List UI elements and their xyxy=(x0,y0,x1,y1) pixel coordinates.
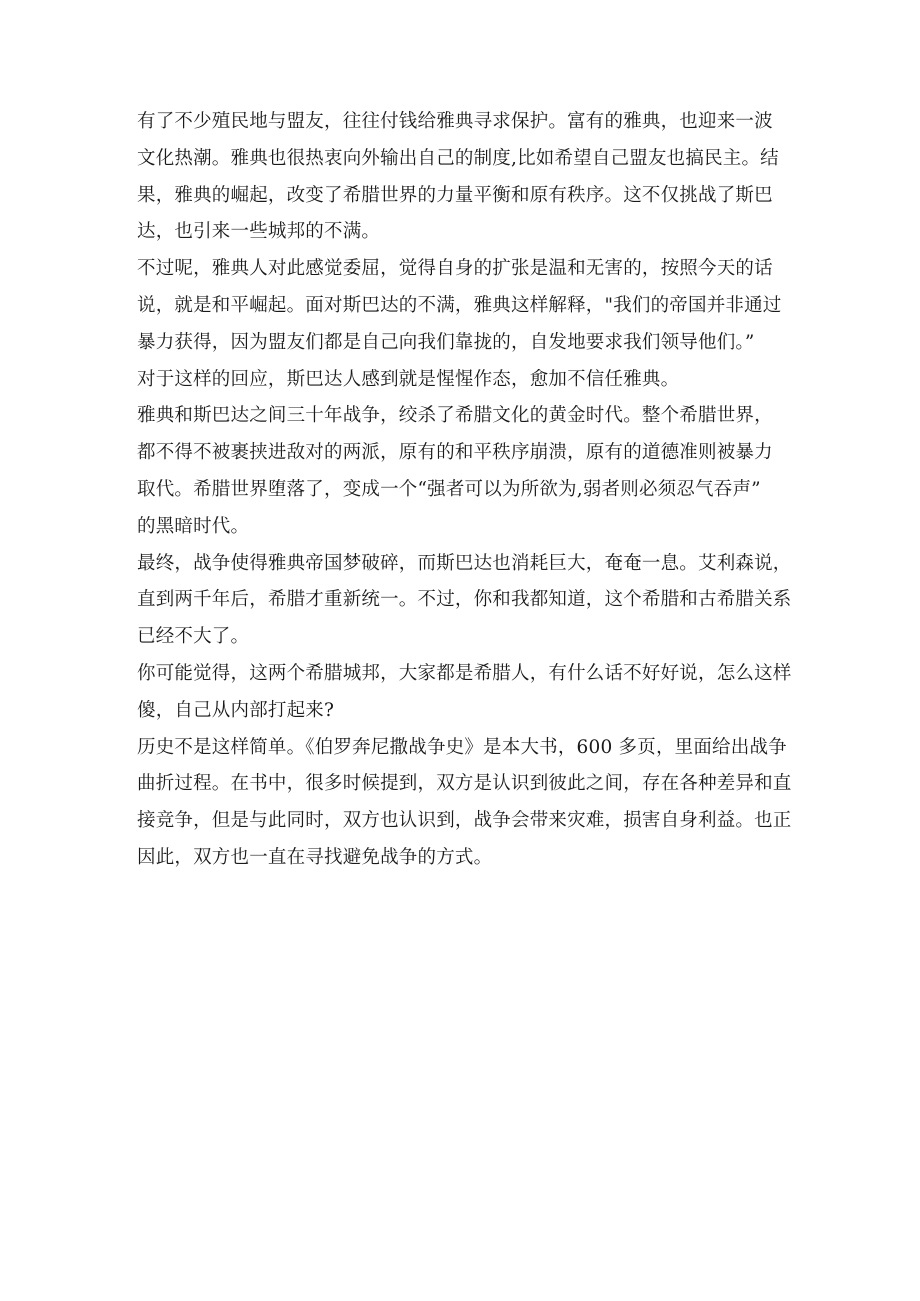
text-line: 傻，自己从内部打起来? xyxy=(137,699,335,721)
text-line: 暴力获得，因为盟友们都是自己向我们靠拢的，自发地要求我们领导他们。” xyxy=(137,331,755,353)
text-line: 文化热潮。雅典也很热衷向外输出自己的制度,比如希望自己盟友也搞民主。结 xyxy=(137,147,779,169)
body-text xyxy=(137,104,797,877)
text-line: 历史不是这样简单。《伯罗奔尼撒战争史》是本大书，600 多页，里面给出战争 xyxy=(137,736,787,758)
text-line: 的黑暗时代。 xyxy=(137,515,250,537)
text-line: 果，雅典的崛起，改变了希腊世界的力量平衡和原有秩序。这不仅挑战了斯巴 xyxy=(137,184,773,206)
text-line: 说，就是和平崛起。面对斯巴达的不满，雅典这样解释，"我们的帝国并非通过 xyxy=(137,294,782,316)
text-line: 最终，战争使得雅典帝国梦破碎，而斯巴达也消耗巨大，奄奄一息。艾利森说， xyxy=(137,552,792,574)
text-line: 直到两千年后，希腊才重新统一。不过，你和我都知道，这个希腊和古希腊关系 xyxy=(137,589,792,611)
text-line: 你可能觉得，这两个希腊城邦，大家都是希腊人，有什么话不好好说，怎么这样 xyxy=(137,662,792,684)
text-line: 达，也引来一些城邦的不满。 xyxy=(137,221,381,243)
text-line: 因此，双方也一直在寻找避免战争的方式。 xyxy=(137,846,493,868)
text-line: 取代。希腊世界堕落了，变成一个“强者可以为所欲为,弱者则必须忍气吞声” xyxy=(137,478,761,500)
text-line: 不过呢，雅典人对此感觉委屈，觉得自身的扩张是温和无害的，按照今天的话 xyxy=(137,258,773,280)
text-line: 对于这样的回应，斯巴达人感到就是惺惺作态，愈加不信任雅典。 xyxy=(137,368,680,390)
text-line: 都不得不被裹挟进敌对的两派，原有的和平秩序崩溃，原有的道德准则被暴力 xyxy=(137,442,773,464)
text-line: 接竞争，但是与此同时，双方也认识到，战争会带来灾难，损害自身利益。也正 xyxy=(137,810,792,832)
text-line: 已经不大了。 xyxy=(137,626,250,648)
text-line: 雅典和斯巴达之间三十年战争，绞杀了希腊文化的黄金时代。整个希腊世界， xyxy=(137,405,773,427)
text-line: 曲折过程。在书中，很多时候提到，双方是认识到彼此之间，存在各种差异和直 xyxy=(137,773,792,795)
text-line: 有了不少殖民地与盟友，往往付钱给雅典寻求保护。富有的雅典，也迎来一波 xyxy=(137,111,773,132)
